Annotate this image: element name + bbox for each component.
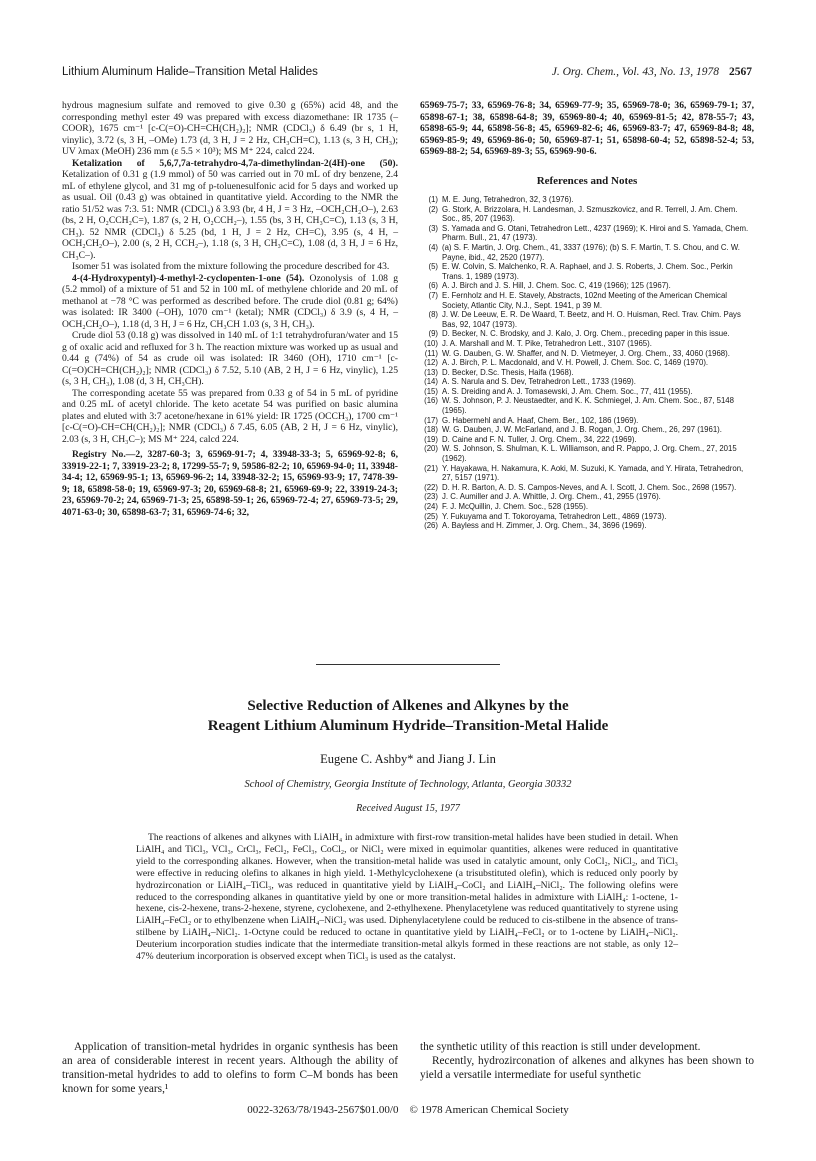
reference-text: A. S. Narula and S. Dev, Tetrahedron Lett., 1733 (1969). [442, 377, 636, 387]
registry-list: 2, 3287-60-3; 3, 65969-91-7; 4, 33948-33-3; 5, 65969-92-8; 6, 33919-22-1; 7, 33919-23-2; 8, 17299-55-7; 9, 59586-82-2; 10, 65969-94-0; 11, 33948-34-4; 12, 65969-95-1; 13, 65969-96-2; 14, 33948-32-2; 15, 65969-93-9; 17, 7478-39-9; 18, 65898-58-0; 19, 65969-97-3; 20, 65969-68-8; 21, 65969-69-9; 22, 33919-24-3; 23, 65969-70-2; 24, 65969-71-3; 25, 65898-59-1; 26, 65969-72-4; 27, 65969-73-5; 29, 4071-63-0; 30, 65898-63-7; 31, 65969-74-6; 32, [62, 449, 399, 518]
reference-text: W. G. Dauben, J. W. McFarland, and J. B. Rogan, J. Org. Chem., 26, 297 (1961). [442, 425, 722, 435]
reference-number: (2) [428, 204, 438, 214]
reference-number: (20) [424, 444, 438, 454]
paragraph-text: Ketalization of 0.31 g (1.9 mmol) of 50 was carried out in 70 mL of dry benzene, 2.4 mL of ethylene glycol, and 31 mg of p-toluenesulfonic acid for 5 days and worked up as usual. Oil (0.43 g) was obtained in quantitative yield. According to the NMR the ratio 51/52 was 7:3. 51: NMR (CDCl₃) δ 3.93 (br, 4 H, J = 3 Hz, –OCH₂CH₂O–), 2.63 (bs, 2 H, O₂CCH₂C=), 1.87 (s, 2 H, O₂CCH₂–), 1.55 (bs, 3 H, CH₃C=C), 1.13 (s, 3 H, CH₃). 52 NMR (CDCl₃) δ 5.25 (bd, 1 H, J = 2 Hz, CH=C), 3.95 (s, 4 H, –OCH₂CH₂O–), 2.00 (s, 2 H, CCH₂–), 1.18 (s, 3 H, CH₃C=C), 1.08 (d, 3 H, J = 6 Hz, CH₃C–). [62, 169, 398, 261]
reference-number: (8) [428, 310, 438, 320]
article-title [0, 696, 816, 736]
reference-text: D. Becker, D.Sc. Thesis, Haifa (1968). [442, 367, 574, 377]
reference-text: W. S. Johnson, S. Shulman, K. L. Williamson, and R. Pappo, J. Org. Chem., 27, 2015 (1962). [442, 444, 737, 464]
journal-name: J. Org. Chem., Vol. 43, No. 13, 1978 [551, 66, 719, 78]
reference-text: J. W. De Leeuw, E. R. De Waard, T. Beetz, and H. O. Huisman, Recl. Trav. Chim. Pays Bas, 92, 1047 (1973). [442, 310, 741, 329]
reference-item [420, 435, 754, 445]
reference-number: (25) [424, 511, 438, 521]
reference-text: G. Stork, A. Brizzolara, H. Landesman, J. Szmuszkovicz, and R. Terrell, J. Am. Chem. Soc., 85, 207 (1963). [442, 204, 738, 224]
left-column [62, 100, 398, 518]
title-line: Reagent Lithium Aluminum Hydride–Transition-Metal Halide [207, 718, 609, 734]
section-heading: Ketalization of 5,6,7,7a-tetrahydro-4,7a-dimethylindan-2(4H)-one (50). [72, 157, 398, 169]
reference-item [420, 387, 754, 397]
paragraph [62, 158, 398, 262]
title-line: Selective Reduction of Alkenes and Alkynes by the [247, 698, 569, 714]
reference-item [420, 425, 754, 435]
reference-item [420, 492, 754, 502]
reference-number: (23) [424, 492, 438, 502]
article-code: 0022-3263/78/1943-2567$01.00/0 [247, 1104, 399, 1116]
paragraph: Recently, hydrozirconation of alkenes and alkynes has been shown to yield a versatile intermediate for useful synthetic [420, 1055, 754, 1081]
registry-heading: Registry No.— [72, 449, 136, 460]
reference-text: D. Becker, N. C. Brodsky, and J. Kalo, J. Org. Chem., preceding paper in this issue. [442, 329, 730, 339]
paragraph: the synthetic utility of this reaction is still under development. [420, 1041, 701, 1053]
reference-text: (a) S. F. Martin, J. Org. Chem., 41, 3337 (1976); (b) S. F. Martin, T. S. Chou, and C. W. Payne, ibid., 42, 2520 (1977). [442, 242, 740, 262]
copyright: © 1978 American Chemical Society [409, 1104, 569, 1116]
reference-number: (19) [424, 434, 438, 444]
reference-item [420, 195, 754, 205]
reference-number: (21) [424, 463, 438, 473]
received-date: Received August 15, 1977 [356, 803, 460, 814]
reference-item [420, 464, 754, 483]
reference-text: D. Caine and F. N. Tuller, J. Org. Chem., 34, 222 (1969). [442, 434, 637, 444]
reference-number: (1) [428, 195, 438, 204]
registry-continued: 65969-75-7; 33, 65969-76-8; 34, 65969-77-9; 35, 65969-78-0; 36, 65969-79-1; 37, 65898-67-1; 38, 65898-64-8; 39, 65969-80-4; 40, 65969-81-5; 42, 878-55-7; 43, 65898-65-9; 44, 65898-56-8; 45, 65969-82-6; 46, 65969-83-7; 47, 65969-84-8; 48, 65969-85-9; 49, 65969-86-0; 50, 65969-87-1; 51, 65898-60-4; 52, 65898-52-4; 53, 65969-88-2; 54, 65969-89-3; 55, 65969-90-6. [420, 100, 754, 157]
abstract: The reactions of alkenes and alkynes with LiAlH₄ in admixture with first-row transition-metal halides have been studied in detail. When LiAlH₄ and TiCl₃, VCl₃, CrCl₃, FeCl₂, FeCl₃, CoCl₂, or NiCl₂ were mixed in equimolar quantities, alkenes were reduced in quantitative yield to the corresponding alkanes. However, when the transition-metal halide was used in catalytic amount, only CoCl₂, NiCl₂, and TiCl₃ were effective in reducing olefins to alkanes in high yield. 1-Methylcyclohexene (a trisubstituted olefin), which is reduced only poorly by hydrozirconation or LiAlH₄–TiCl₃, was reduced in quantitative yield by LiAlH₄–CoCl₂ and LiAlH₄–NiCl₂. The following olefins were reduced to the corresponding alkanes in quantitative yield by one or more transition-metal halides in admixture with LiAlH₄: 1-octene, 1-hexene, cis-2-hexene, trans-2-hexene, styrene, cyclohexene, and 2-ethylhexene. Phenylacetylene was reduced quantitatively to styrene using LiAlH₄–FeCl₂ or to ethylbenzene when LiAlH₄–NiCl₂ was used. Diphenylacetylene could be reduced to cis-stilbene in the absence of trans-stilbene by LiAlH₄–NiCl₂. 1-Octyne could be reduced to octane in quantitative yield by LiAlH₄–FeCl₂ or to 1-octene by LiAlH₄–NiCl₂. Deuterium incorporation studies indicate that the intermediate transition-metal alkyls formed in these reactions are not stable, as only 12–47% deuterium incorporation is observed except when TiCl₃ is used as the catalyst. [136, 832, 678, 963]
reference-number: (7) [428, 290, 438, 300]
reference-text: W. S. Johnson, P. J. Neustaedter, and K. K. Schmiegel, J. Am. Chem. Soc., 87, 5148 (1965). [442, 396, 734, 416]
reference-number: (10) [424, 338, 438, 348]
reference-item [420, 205, 754, 224]
reference-number: (22) [424, 482, 438, 492]
reference-item [420, 262, 754, 281]
reference-text: S. Yamada and G. Otani, Tetrahedron Lett., 4237 (1969); K. Hiroi and S. Yamada, Chem. Pharm. Bull., 21, 47 (1973). [442, 223, 749, 243]
paragraph [62, 273, 398, 331]
journal-citation [552, 66, 752, 78]
reference-text: M. E. Jung, Tetrahedron, 32, 3 (1976). [442, 195, 574, 204]
reference-item [420, 483, 754, 493]
reference-text: F. J. McQuillin, J. Chem. Soc., 528 (1955). [442, 502, 589, 511]
reference-text: W. G. Dauben, G. W. Shaffer, and N. D. Vietmeyer, J. Org. Chem., 33, 4060 (1968). [442, 348, 730, 358]
authors: Eugene C. Ashby* and Jiang J. Lin [320, 752, 496, 766]
divider [316, 664, 500, 665]
registry-numbers [62, 449, 398, 518]
reference-text: A. S. Dreiding and A. J. Tomasewski, J. Am. Chem. Soc., 77, 411 (1955). [442, 386, 693, 396]
paragraph-text: Ozonolysis of 1.08 g (5.2 mmol) of a mixture of 51 and 52 in 100 mL of methylene chloride and 20 mL of methanol at −78 °C was performed as described before. The crude diol (0.81 g; 64%) was isolated: IR 3400 (–OH), 1070 cm⁻¹ (ketal); NMR (CDCl₃) δ 3.9 (s, 4 H, –OCH₂CH₂O–), 1.18 (d, 3 H, J = 6 Hz, CH₃CH 1.03 (s, 3 H, CH₃). [62, 272, 398, 330]
reference-number: (17) [424, 415, 438, 425]
reference-item [420, 358, 754, 368]
reference-item [420, 377, 754, 387]
reference-text: E. Fernholz and H. E. Stavely, Abstracts, 102nd Meeting of the American Chemical Society, Atlantic City, N.J., Sept. 1941, p 39 M. [442, 290, 728, 310]
reference-number: (16) [424, 396, 438, 406]
running-title: Lithium Aluminum Halide–Transition Metal Halides [62, 66, 318, 78]
reference-item [420, 416, 754, 426]
reference-item [420, 521, 754, 531]
body-right [420, 1040, 754, 1082]
reference-item [420, 243, 754, 262]
reference-number: (14) [424, 377, 438, 387]
reference-text: A. J. Birch, P. L. Macdonald, and V. H. Powell, J. Chem. Soc. C, 1469 (1970). [442, 358, 709, 368]
footer [0, 1104, 816, 1116]
section-heading: 4-(4-Hydroxypentyl)-4-methyl-2-cyclopenten-1-one (54). [72, 272, 305, 284]
affiliation: School of Chemistry, Georgia Institute of Technology, Atlanta, Georgia 30332 [244, 779, 572, 790]
reference-item [420, 329, 754, 339]
reference-number: (18) [424, 425, 438, 435]
reference-text: J. A. Marshall and M. T. Pike, Tetrahedron Lett., 3107 (1965). [442, 338, 652, 348]
reference-number: (24) [424, 502, 438, 511]
reference-item [420, 502, 754, 512]
reference-text: A. Bayless and H. Zimmer, J. Org. Chem., 34, 3696 (1969). [442, 521, 647, 531]
reference-item [420, 310, 754, 329]
paragraph: Application of transition-metal hydrides in organic synthesis has been an area of considerable interest in recent years. Although the ability of transition-metal hydrides to add to olefins to form C–M bonds has been known for some years,¹ [62, 1041, 398, 1095]
reference-text: G. Habermehl and A. Haaf, Chem. Ber., 102, 186 (1969). [442, 415, 639, 425]
paragraph: hydrous magnesium sulfate and removed to give 0.30 g (65%) acid 48, and the corresponding methyl ester 49 was prepared with excess diazomethane: IR 1735 (–COOR), 1675 cm⁻¹ [c-C(=O)-CH=CH(CH₂)₂]; NMR (CDCl₃) δ 6.49 (br s, 1 H, vinylic), 3.72 (s, 3 H, –OMe) 1.73 (d, 3 H, J = 2 Hz, CH₃CH=C), 1.13 (s, 3 H, CH₃); UV λmax (MeOH) 236 mm (ε 5.5 × 10³); MS M⁺ 224, calcd 224. [62, 100, 398, 157]
body-left [62, 1040, 398, 1096]
reference-item [420, 368, 754, 378]
reference-text: E. W. Colvin, S. Malchenko, R. A. Raphael, and J. S. Roberts, J. Chem. Soc., Perkin Trans. 1, 1989 (1973). [442, 262, 733, 281]
reference-text: Y. Fukuyama and T. Tokoroyama, Tetrahedron Lett., 4869 (1973). [442, 511, 667, 521]
reference-number: (13) [424, 367, 438, 377]
reference-number: (5) [428, 262, 438, 272]
page-number: 2567 [729, 66, 752, 78]
reference-number: (9) [428, 329, 438, 339]
reference-number: (4) [428, 242, 438, 252]
paragraph: Isomer 51 was isolated from the mixture following the procedure described for 43. [72, 261, 390, 272]
paragraph: Crude diol 53 (0.18 g) was dissolved in 140 mL of 1:1 tetrahydrofuran/water and 15 g of oxalic acid and refluxed for 3 h. The reaction mixture was worked up as usual and 0.44 g (74%) of 54 as crude oil was isolated: IR 3460 (OH), 1710 cm⁻¹ [c-C(=O)CH=CH(CH₂)₂]; NMR (CDCl₃) δ 7.52, 5.10 (AB, 2 H, J = 6 Hz, vinylic), 1.25 (s, 3 H, CH₃), 1.08 (d, 3 H, CH₃CH). [62, 330, 398, 387]
reference-number: (3) [428, 223, 438, 233]
reference-item [420, 512, 754, 522]
references-heading: References and Notes [536, 174, 638, 187]
reference-number: (6) [428, 281, 438, 291]
reference-number: (11) [424, 348, 438, 358]
reference-item [420, 224, 754, 243]
reference-item [420, 396, 754, 415]
reference-item [420, 444, 754, 463]
reference-item [420, 339, 754, 349]
reference-text: D. H. R. Barton, A. D. S. Campos-Neves, and A. I. Scott, J. Chem. Soc., 2698 (1957). [442, 482, 737, 492]
right-column [420, 100, 754, 531]
paragraph: The corresponding acetate 55 was prepared from 0.33 g of 54 in 5 mL of pyridine and 0.25 mL of acetyl chloride. The keto acetate 54 was purified on basic alumina plates and eluted with 3:7 acetone/hexane in 61% yield: IR 1725 (OCCH₃), 1700 cm⁻¹ [c-C(=O)-CH=CH(CH₂)₂]; NMR (CDCl₃) δ 7.45, 6.05 (AB, 2 H, J = 6 Hz, vinylic), 2.03 (s, 3 H, CH₃C–); MS M⁺ 224, calcd 224. [62, 387, 398, 445]
reference-number: (15) [424, 386, 438, 396]
references-list [420, 195, 754, 531]
reference-text: J. C. Aumiller and J. A. Whittle, J. Org. Chem., 41, 2955 (1976). [442, 492, 661, 502]
reference-item [420, 281, 754, 291]
reference-text: A. J. Birch and J. S. Hill, J. Chem. Soc. C, 419 (1966); 125 (1967). [442, 281, 671, 291]
reference-text: Y. Hayakawa, H. Nakamura, K. Aoki, M. Suzuki, K. Yamada, and Y. Hirata, Tetrahedron, 27, 5157 (1971). [442, 463, 744, 483]
reference-number: (26) [424, 521, 438, 531]
reference-item [420, 349, 754, 359]
reference-number: (12) [424, 358, 438, 368]
reference-item [420, 291, 754, 310]
